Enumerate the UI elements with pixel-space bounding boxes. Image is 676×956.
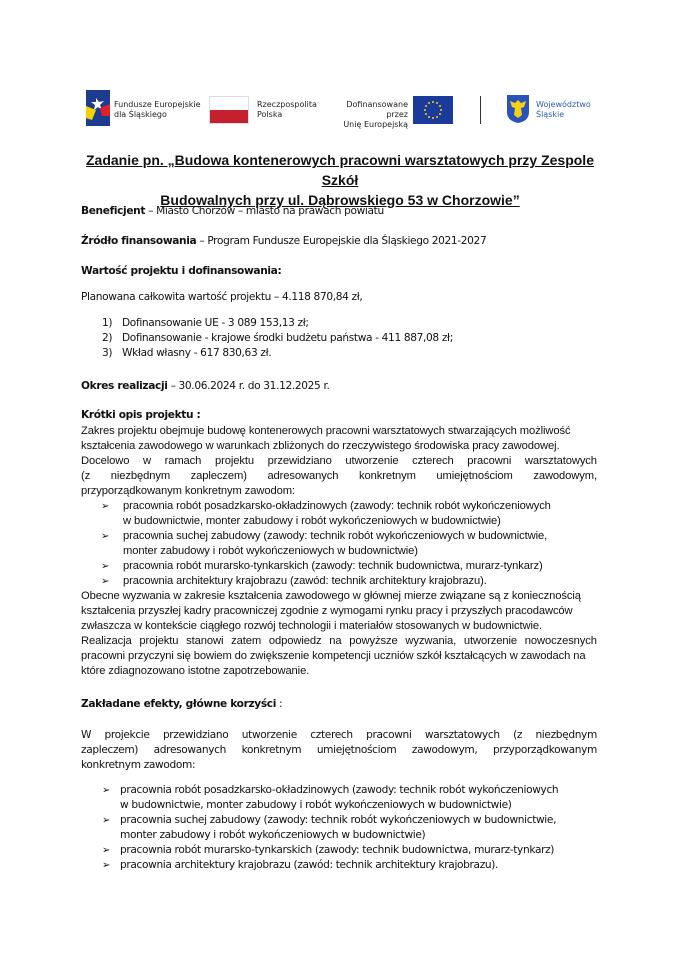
zrodlo-value: – Program Fundusze Europejskie dla Śląskiego 2021-2027 xyxy=(196,235,487,247)
efekty-section: W projekcie przewidziano utworzenie czterech pracowni warsztatowych (z niezbędnym zapleczem) adresowanych konkretnym umiejętnościom zawodowym, przyporządkowanym konkretnym zawodom: xyxy=(81,729,597,771)
zrodlo-line xyxy=(81,234,486,249)
funding-list xyxy=(102,316,453,361)
opis-bullets: ➢ pracownia robót posadzkarsko-okładzinowych (zawody: technik robót wykończeniowych w budownictwie, monter zabudowy i robót wykończeniowych w budownictwie) ➢ pracownia suchej zabudowy (zawody: technik robót wykończeniowych w budownictwie, monter zabudowy i robót wykończeniowych w budownictwie) ➢ pracownia robót murarsko-tynkarskich (zawody: technik budownictwa, murarz-tynkarz) ➢ pracownia architektury krajobrazu (zawód: technik architektury krajobrazu). xyxy=(81,499,597,589)
opis-p2-l1: Docelowo w ramach projektu przewidziano utworzenie czterech pracowni warsztatowych xyxy=(81,455,597,467)
okres-value: – 30.06.2024 r. do 31.12.2025 r. xyxy=(167,380,330,392)
polish-flag-icon xyxy=(209,96,249,124)
ue-logo-line2: Unię Europejską xyxy=(343,120,408,129)
efekty-bullets: ➢ pracownia robót posadzkarsko-okładzinowych (zawody: technik robót wykończeniowych w budownictwie, monter zabudowy i robót wykończeniowych w budownictwie) ➢ pracownia suchej zabudowy (zawody: technik robót wykończeniowych w budownictwie, monter zabudowy i robót wykończeniowych w budownictwie) ➢ pracownia robót murarsko-tynkarskich (zawody: technik budownictwa, murarz-tynkarz) ➢ pracownia architektury krajobrazu (zawód: technik architektury krajobrazu). xyxy=(102,783,602,873)
rp-logo-line2: Polska xyxy=(257,110,283,119)
funding-item: 2) Dofinansowanie - krajowe środki budżetu państwa - 411 887,08 zł; xyxy=(102,332,453,344)
wartosc-heading: Wartość projektu i dofinansowania: xyxy=(81,265,282,277)
ws-logo-line2: Śląskie xyxy=(536,110,565,119)
beneficjent-value: – Miasto Chorzów – miasto na prawach powiatu xyxy=(145,205,384,217)
fe-logo-line1: Fundusze Europejskie xyxy=(114,100,201,109)
ue-logo-line1: Dofinansowane przez xyxy=(346,100,408,119)
funding-item: 1) Dofinansowanie UE - 3 089 153,13 zł; xyxy=(102,317,309,329)
okres-line xyxy=(81,379,330,394)
planowana-wartosc: Planowana całkowita wartość projektu – 4.118 870,84 zł, xyxy=(81,291,363,303)
list-item: ➢ pracownia robót posadzkarsko-okładzinowych (zawody: technik robót wykończeniowych xyxy=(101,500,551,512)
list-item: ➢ pracownia robót murarsko-tynkarskich (zawody: technik budownictwa, murarz-tynkarz) xyxy=(102,844,555,856)
zrodlo-label: Źródło finansowania xyxy=(81,235,197,247)
list-item: ➢ pracownia robót posadzkarsko-okładzinowych (zawody: technik robót wykończeniowych xyxy=(102,784,559,796)
fe-logo-line2: dla Śląskiego xyxy=(114,110,167,119)
efekty-p-l1: W projekcie przewidziano utworzenie czterech pracowni warsztatowych (z niezbędnym xyxy=(81,729,597,741)
opis-p4-l1: Realizacja projektu stanowi zatem odpowiedz na powyższe wyzwania, utworzenie nowoczesnych xyxy=(81,635,597,647)
beneficjent-label: Beneficjent xyxy=(81,205,146,217)
opis-heading: Krótki opis projektu : xyxy=(81,409,201,421)
okres-label: Okres realizacji xyxy=(81,380,168,392)
list-item: ➢ pracownia robót murarsko-tynkarskich (zawody: technik budownictwa, murarz-tynkarz) xyxy=(101,560,543,572)
list-item: ➢ pracownia architektury krajobrazu (zawód: technik architektury krajobrazu). xyxy=(101,575,487,587)
efekty-p-l2: zapleczem) adresowanych konkretnym umiejętnościom zawodowym, przyporządkowanym xyxy=(81,744,597,756)
opis-section: Zakres projektu obejmuje budowę kontenerowych pracowni warsztatowych stwarzających możliwość kształcenia zawodowego w warunkach zbliżonych do rzeczywistego środowiska pracy zawodowej. Docelowo w ramach projektu przewidziano utworzenie czterech pracowni warsztatowych (z niezbędnym zapleczem) adresowanych konkretnym umiejętnościom zawodowym, przyporządkowanym konkretnym zawodom: ➢ pracownia robót posadzkarsko-okładzinowych (zawody: technik robót wykończeniowych w budownictwie, monter zabudowy i robót wykończeniowych w budownictwie) ➢ pracownia suchej zabudowy (zawody: technik robót wykończeniowych w budownictwie, monter zabudowy i robót wykończeniowych w budownictwie) ➢ pracownia robót murarsko-tynkarskich (zawody: technik budownictwa, murarz-tynkarz) ➢ pracownia architektury krajobrazu (zawód: technik architektury krajobrazu). Obecne wyzwania w zakresie kształcenia zawodowego w głównej mierze związane są z koniecznością kształcenia przyszłej kadry pracowniczej zgodnie z wymogami rynku pracy i przyszłych pracodawców zwłaszcza w kontekście ciągłego rozwój technologii i materiałów stosowanych w budownictwie. Realizacja projektu stanowi zatem odpowiedz na powyższe wyzwania, utworzenie nowoczesnych pracowni przyczyni się bowiem do zwiększenie kompetencji uczniów szkół kształcących w zawodach na które zdiagnozowano istotne zapotrzebowanie. xyxy=(81,425,597,677)
logo-bar xyxy=(86,88,596,130)
funding-item: 3) Wkład własny - 617 830,63 zł. xyxy=(102,347,272,359)
ws-logo-line1: Województwo xyxy=(536,100,591,109)
opis-p2-l2: (z niezbędnym zapleczem) adresowanych konkretnym umiejętnościom zawodowym, xyxy=(81,470,597,482)
eu-flag-icon xyxy=(413,96,453,124)
list-item: ➢ pracownia architektury krajobrazu (zawód: technik architektury krajobrazu). xyxy=(102,859,499,871)
logo-divider xyxy=(480,96,481,124)
list-item: ➢ pracownia suchej zabudowy (zawody: technik robót wykończeniowych w budownictwie, xyxy=(101,530,548,542)
efekty-heading: Zakładane efekty, główne korzyści : xyxy=(81,698,283,710)
beneficjent-line xyxy=(81,204,384,219)
list-item: ➢ pracownia suchej zabudowy (zawody: technik robót wykończeniowych w budownictwie, xyxy=(102,814,557,826)
rp-logo-line1: Rzeczpospolita xyxy=(257,100,317,109)
title-line1: Zadanie pn. „Budowa kontenerowych pracowni warsztatowych przy Zespole Szkół xyxy=(86,152,594,188)
title-line2: Budowalnych przy ul. Dąbrowskiego 53 w Chorzowie” xyxy=(160,192,520,208)
page-title xyxy=(80,150,600,210)
fundusze-europejskie-logo-icon xyxy=(86,90,110,126)
silesia-coat-of-arms-icon xyxy=(506,94,530,124)
